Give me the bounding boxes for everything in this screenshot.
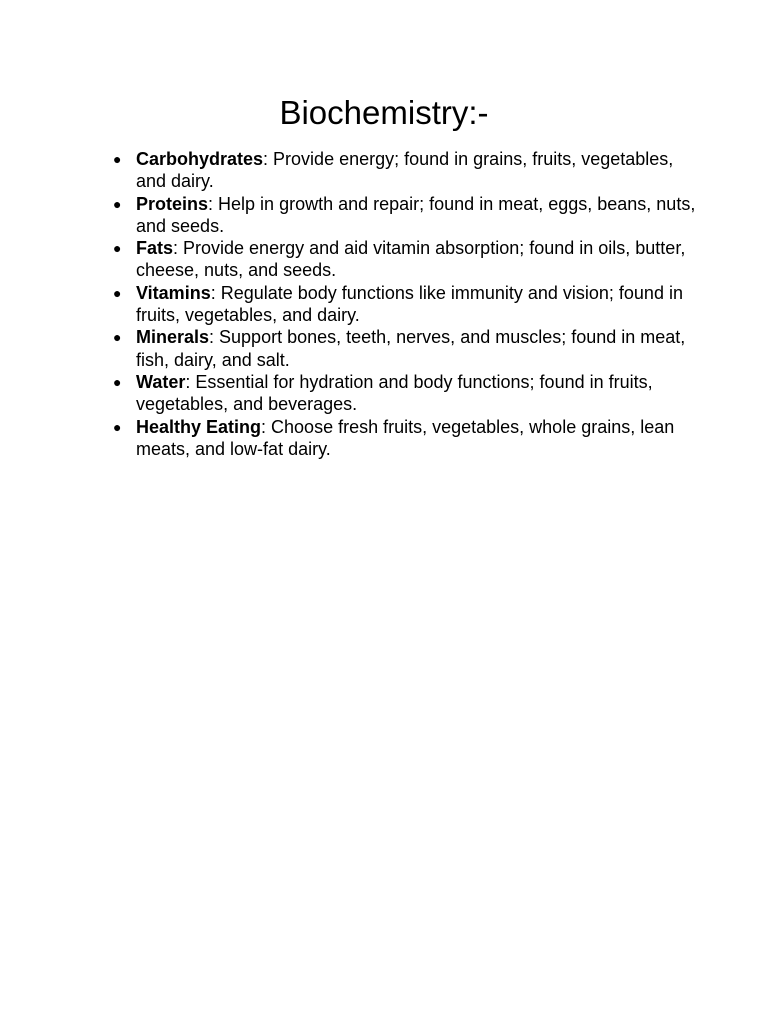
bullet-icon: ● <box>113 329 122 346</box>
list-item <box>113 282 696 327</box>
bullet-icon: ● <box>113 284 122 301</box>
list-item-text: : Provide energy; found in grains, fruits, vegetables, and dairy. <box>136 149 674 192</box>
bullet-icon: ● <box>113 240 122 257</box>
list-item-term: Vitamins <box>136 282 211 303</box>
list-item <box>113 416 696 461</box>
list-item-text: : Provide energy and aid vitamin absorption; found in oils, butter, cheese, nuts, and seeds. <box>136 238 686 281</box>
list-item-term: Carbohydrates <box>136 149 264 169</box>
list-item-term: Water <box>136 371 186 392</box>
bullet-icon: ● <box>113 373 122 390</box>
list-item-text: : Essential for hydration and body functions; found in fruits, vegetables, and beverages. <box>136 371 653 415</box>
bullet-icon: ● <box>113 418 122 435</box>
list-item-term: Healthy Eating <box>136 416 262 437</box>
bullet-icon: ● <box>113 151 122 167</box>
list-item-term: Minerals <box>136 327 210 348</box>
list-item <box>113 193 696 238</box>
list-item <box>113 237 696 282</box>
list-item-term: Proteins <box>136 193 209 214</box>
list-item <box>113 371 696 416</box>
nutrient-list <box>113 148 696 460</box>
list-item <box>113 148 696 193</box>
list-item-term: Fats <box>136 238 174 259</box>
bullet-icon: ● <box>113 195 122 212</box>
page-title: Biochemistry:- <box>279 94 489 131</box>
list-item-text: : Help in growth and repair; found in meat, eggs, beans, nuts, and seeds. <box>136 193 696 236</box>
list-item-text: : Regulate body functions like immunity and vision; found in fruits, vegetables, and dairy. <box>136 282 683 326</box>
list-item-text: : Support bones, teeth, nerves, and muscles; found in meat, fish, dairy, and salt. <box>136 327 686 370</box>
list-item <box>113 326 696 371</box>
list-item-text: : Choose fresh fruits, vegetables, whole grains, lean meats, and low-fat dairy. <box>136 416 675 459</box>
